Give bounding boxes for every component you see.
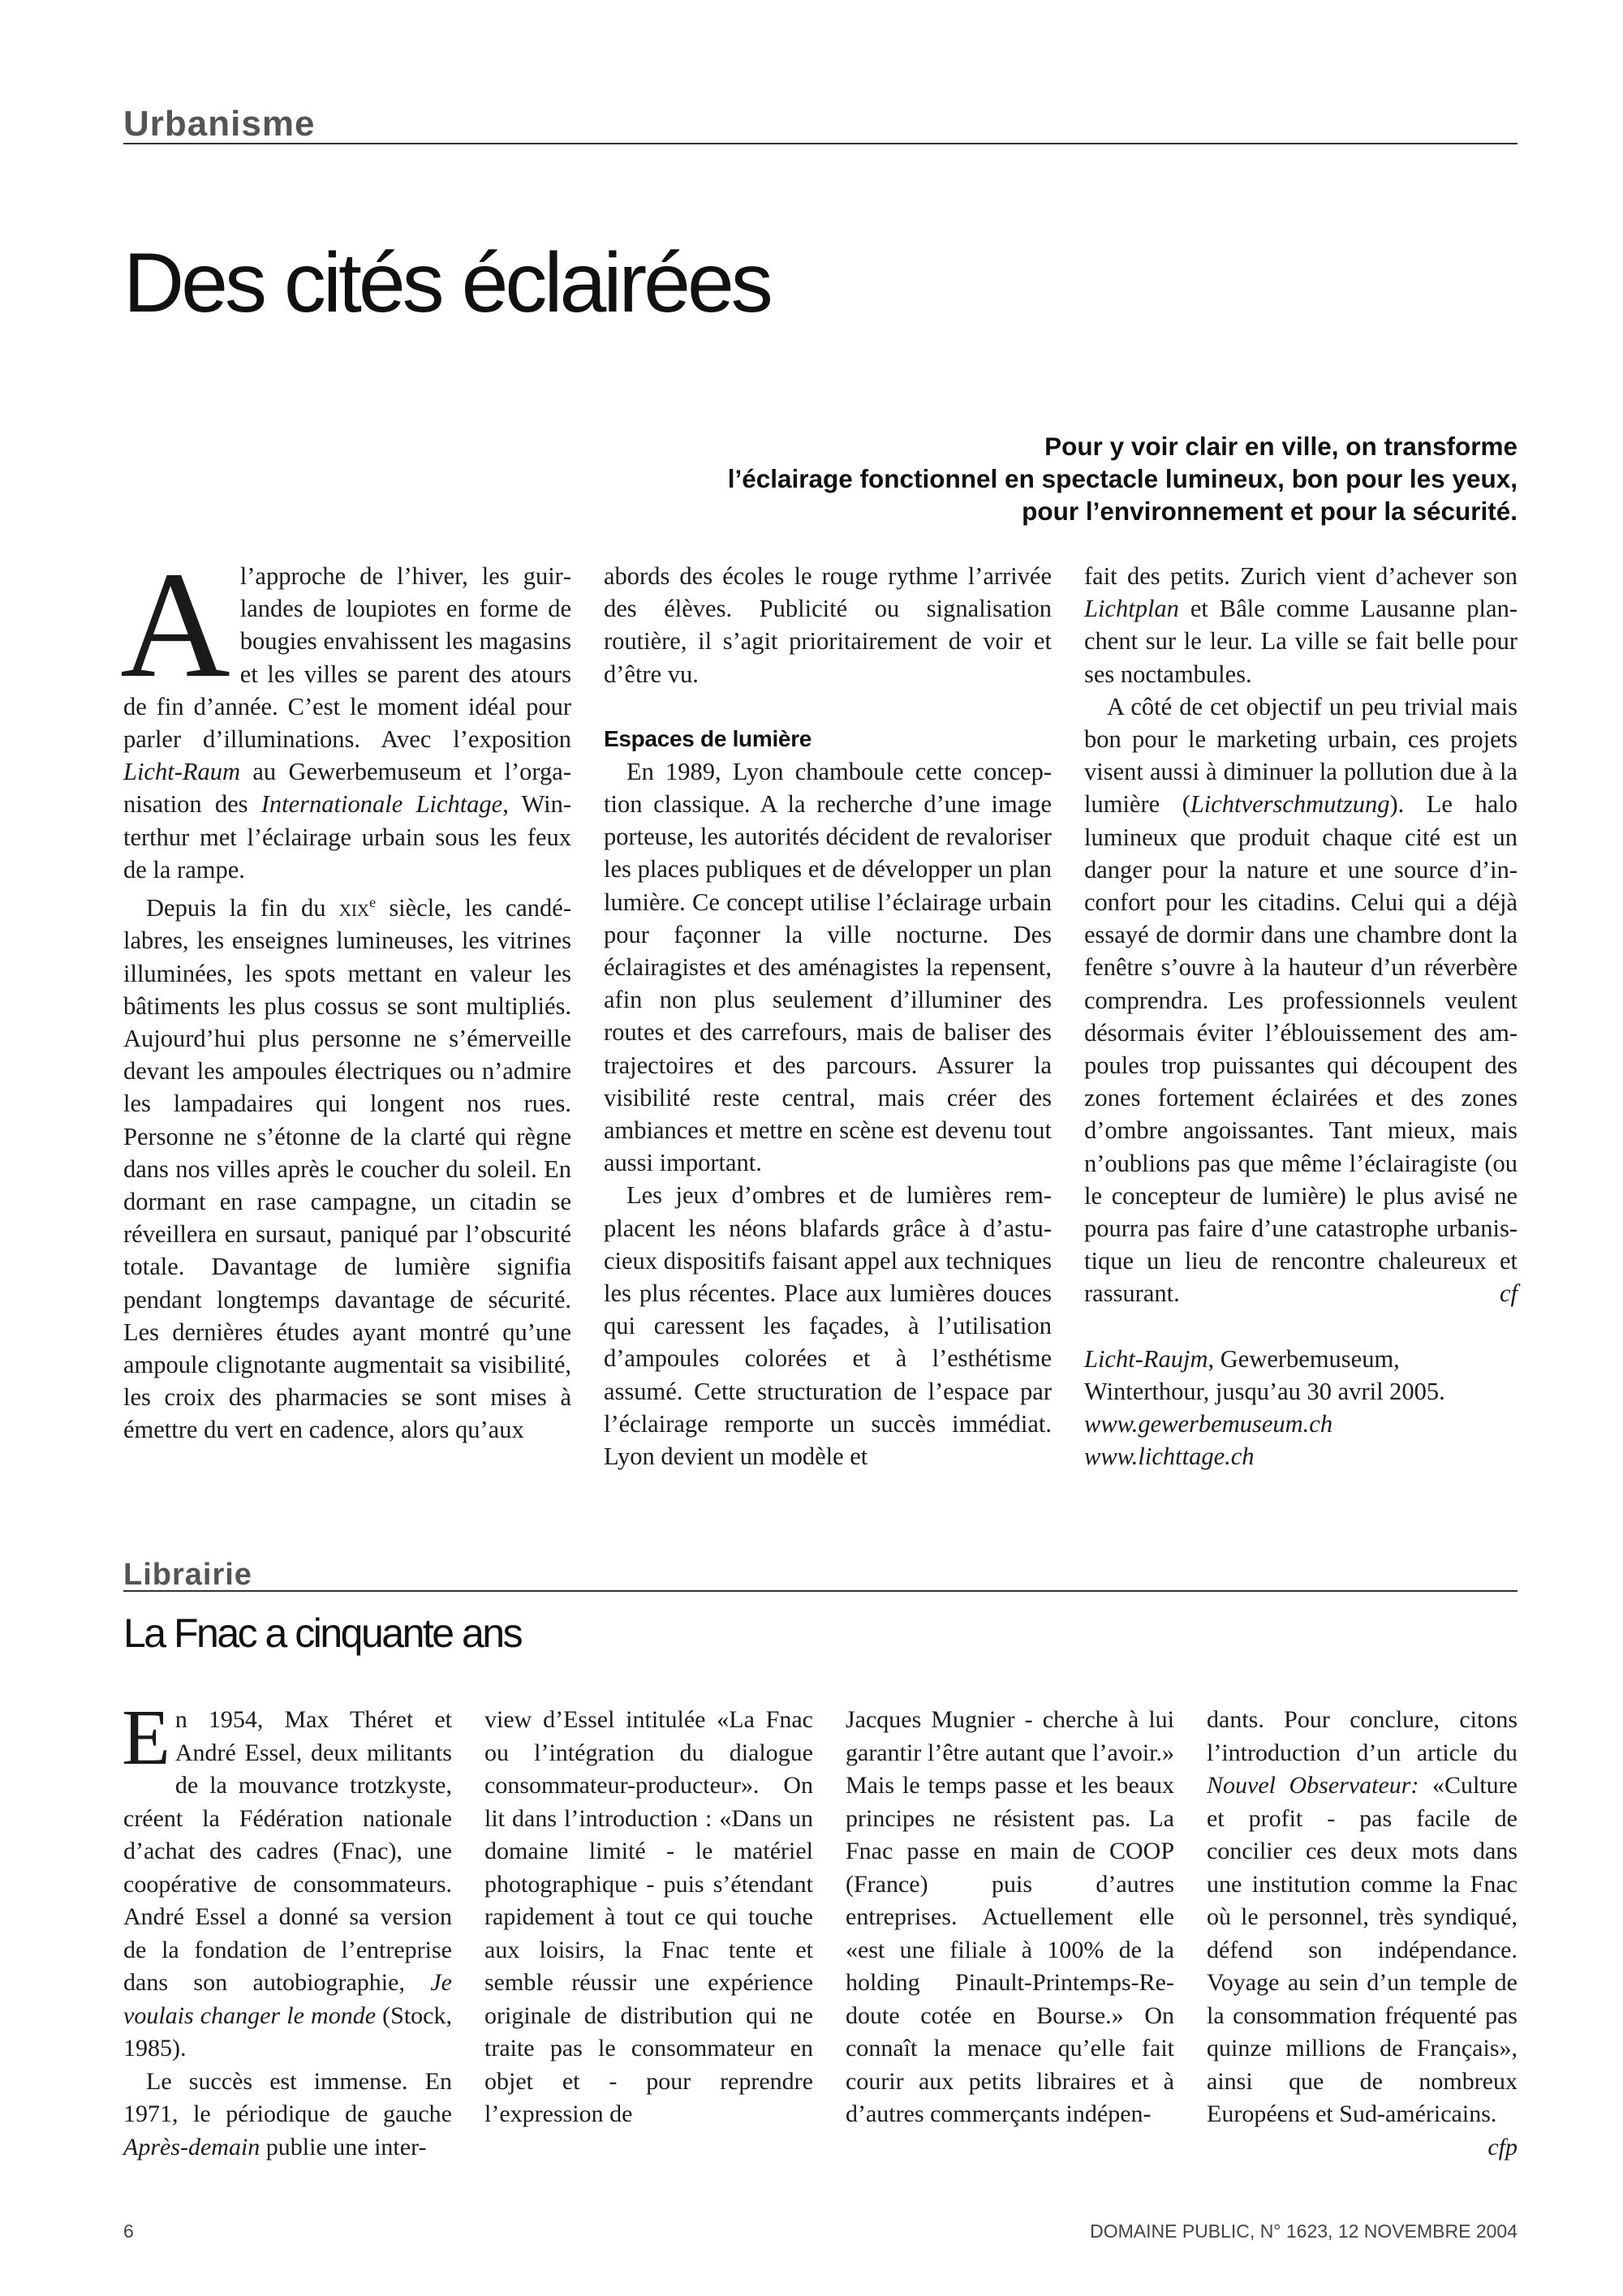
paragraph-text: (Stock, 1985). [123, 2001, 452, 2062]
paragraph-continued: fait des petits. Zurich vient d’achever son Lichtplan et Bâle comme Lausanne planchent sur le leur. La ville se fait belle pour ses noctambules. [1084, 562, 1518, 688]
paragraph-continued: abords des écoles le rouge rythme l’arrivée des élèves. Publicité ou signalisation routière, il s’agit prioritairement de voir et d’être vu. [604, 562, 1052, 688]
article-title: Des cités éclairées [123, 236, 770, 330]
exhibition-reference [1084, 1343, 1518, 1473]
reference-title: Licht-Raujm [1084, 1344, 1208, 1373]
article-column-2 [484, 1704, 813, 2131]
reference-text: , Gewerbemuseum, [1208, 1344, 1400, 1373]
reference-dates: Winterthour, jusqu’au 30 avril 2005. [1084, 1377, 1445, 1405]
paragraph: Depuis la fin du xix$^e$ siècle, les candélabres, les enseignes lumineuses, les vitrines illuminées, les spots mettant en valeur les bâtiments les plus cossus se sont multipliés. Aujourd’hui plus personne ne s’émerveille devant les ampoules électriques ou n’admire les lampadaires qui longent nos rues. Personne ne s’étonne de la clarté qui règne dans nos villes après le coucher du soleil. En dormant en rase campagne, un citadin se réveillera en sursaut, paniqué par l’obscurité totale. Davantage de lumière signifia pendant longtemps davantage de sécurité. Les dernières études ayant montré qu’une ampoule clignotante augmentait sa visibilité, les croix des pharmacies se sont mises à émettre du vert en cadence, alors qu’aux [123, 894, 571, 1444]
emphasis: Je voulais changer le monde [123, 1969, 452, 2029]
subheading: Espaces de lumière [604, 725, 812, 751]
article-column-1 [122, 1694, 452, 2164]
article-column-3 [846, 1704, 1174, 2131]
paragraph: Le succès est immense. En 1971, le périodique de gauche Après-demain publie une inter- [123, 2067, 452, 2161]
drop-cap: E [122, 1694, 170, 1782]
paragraph: A côté de cet objectif un peu trivial mais bon pour le marketing urbain, ces projets visent aussi à diminuer la pollution due à la lumière (Lichtverschmutzung). Le halo lumineux que produit chaque cité est un danger pour la nature et une source d’inconfort pour les citadins. Celui qui a déjà essayé de dormir dans une chambre dont la fenêtre s’ouvre à la hauteur d’un réverbère comprendra. Les professionnels veulent désormais éviter l’éblouissement des ampoules trop puissantes qui découpent des zones fortement éclairées et des zones d’ombre angoissantes. Tant mieux, mais n’oublions pas que même l’éclairagiste (ou le concepteur de lumière) le plus avisé ne pourra pas faire d’une catastrophe urbanistique un lieu de rencontre chaleureux et rassurant. cf [1084, 690, 1518, 1310]
rubric-urbanisme [123, 105, 1518, 144]
rubric-label: Urbanisme [123, 104, 316, 144]
page-number: 6 [123, 2221, 134, 2242]
lead-line: l’éclairage fonctionnel en spectacle lumineux, bon pour les yeux, [727, 464, 1518, 493]
article-lead [381, 430, 1518, 527]
rubric-librairie [123, 1558, 1518, 1592]
paragraph: En 1954, Max Théret et André Essel, deux militants de la mouvance trotzkyste, créent la Fédération nationale d’achat des cadres (Fnac), une coopérative de consommateurs. André Essel a donné sa version de la fondation de l’entreprise dans son autobiographie, Je voulais changer le monde (Stock, 1985). [122, 1694, 452, 2062]
reference-link[interactable]: www.gewerbemuseum.ch [1084, 1410, 1333, 1438]
lead-line: Pour y voir clair en ville, on transforme [1044, 432, 1518, 461]
reference-link[interactable]: www.lichttage.ch [1084, 1443, 1255, 1471]
article-column-4 [1207, 1704, 1518, 2164]
publication-line: DOMAINE PUBLIC, N° 1623, 12 NOVEMBRE 2004 [1090, 2221, 1518, 2242]
paragraph: Al’approche de l’hiver, les guirlandes de loupiotes en forme de bougies envahissent les magasins et les villes se parent des atours de fin d’année. C’est le moment idéal pour parler d’illuminations. Avec l’exposition Licht-Raum au Gewerbemuseum et l’organisation des Internationale Lichtage, Winterthur met l’éclairage urbain sous les feux de la rampe. [120, 540, 571, 884]
paragraph: En 1989, Lyon chamboule cette conception classique. A la recherche d’une image porteuse, les autorités décident de revaloriser les places publiques et de développer un plan lumière. Ce concept utilise l’éclairage urbain pour façonner la ville nocturne. Des éclairagistes et des aménagistes la repensent, afin non plus seulement d’illuminer des routes et des carrefours, mais de baliser des trajectoires et des parcours. Assurer la visibilité reste central, mais créer des ambiances et mettre en scène est devenu tout aussi important. [604, 757, 1052, 1177]
emphasis: Lichtplan [1084, 595, 1179, 623]
emphasis: Lichtverschmutzung [1190, 790, 1390, 819]
article-column-3 [1084, 560, 1518, 1473]
drop-cap: A [120, 540, 230, 709]
paragraph: Les jeux d’ombres et de lumières remplacent les néons blafards grâce à d’astucieux dispositifs faisant appel aux techniques les plus récentes. Place aux lumières douces qui caressent les façades, à l’utilisation d’ampoules colorées et à l’esthétisme assumé. Cette structuration de l’espace par l’éclairage remporte un succès immédiat. Lyon devient un modèle et [604, 1181, 1052, 1471]
lead-line: pour l’environnement et pour la sécurité. [1022, 497, 1518, 526]
emphasis: Nouvel Observateur: [1207, 1772, 1419, 1799]
emphasis: Après-demain [123, 2133, 260, 2161]
paragraph-continued: view d’Essel intitulée «La Fnac ou l’intégration du dialogue consommateur-producteur». On lit dans l’introduction : «Dans un domaine limité - le matériel photographique - puis s’étendant rapidement à tout ce qui touche aux loisirs, la Fnac tente et semble réussir une expérience originale de distribution qui ne traite pas le consommateur en objet et - pour reprendre l’expression de [484, 1706, 813, 2127]
emphasis: Internationale Lichtage [260, 790, 503, 819]
author-signature: cf [1499, 1279, 1518, 1308]
article-column-1 [120, 540, 571, 1447]
emphasis: Licht-Raum [123, 758, 241, 786]
author-signature: cfp [1487, 2133, 1518, 2161]
article-column-2 [604, 560, 1052, 1473]
article-title: La Fnac a cinquante ans [123, 1610, 522, 1656]
paragraph-continued: Jacques Mugnier - cherche à lui garantir l’être autant que l’avoir.» Mais le temps passe et les beaux principes ne résistent pas. La Fnac passe en main de COOP (France) puis d’autres entreprises. Actuellement elle «est une filiale à 100% de la holding Pinault-Printemps-Redoute cotée en Bourse.» On connaît la menace qu’elle fait courir aux petits libraires et à d’autres commerçants indépen- [846, 1706, 1174, 2127]
paragraph-continued: dants. Pour conclure, citons l’introduction d’un article du Nouvel Observateur: «Culture et profit - pas facile de concilier ces deux mots dans une institution comme la Fnac où le personnel, très syndiqué, défend son indépendance. Voyage au sein d’un temple de la consommation fréquenté pas quinze millions de Français», ainsi que de nombreux Européens et Sud-américains. cfp [1207, 1704, 1518, 2131]
rubric-label: Librairie [123, 1558, 252, 1592]
